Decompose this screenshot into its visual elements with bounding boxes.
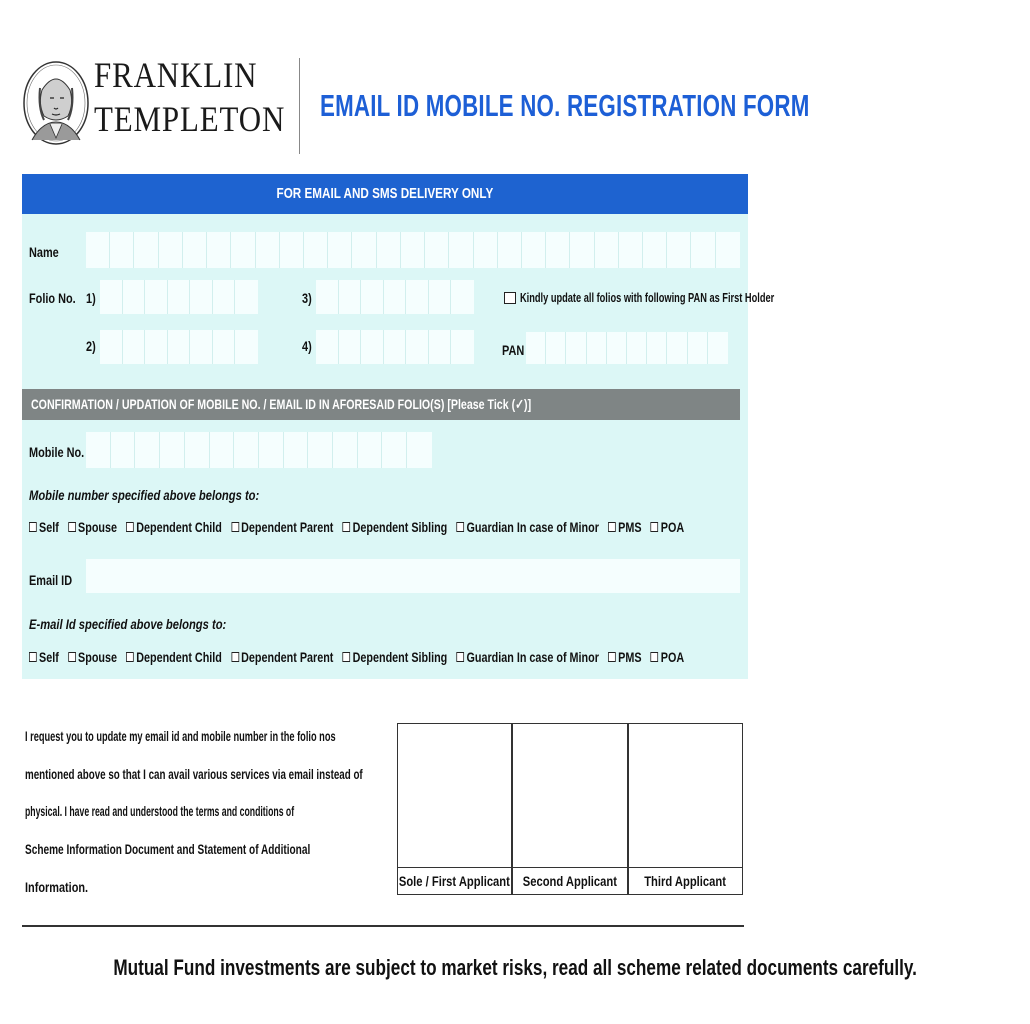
char-box[interactable] [256,232,280,268]
folio-3-label: 3) [302,290,312,306]
char-box[interactable] [358,432,383,468]
mobile-belongs-label: Mobile number specified above belongs to: [29,487,260,503]
pan-label: PAN [502,342,525,358]
char-box[interactable] [526,332,546,364]
char-box[interactable] [210,432,235,468]
char-box[interactable] [691,232,715,268]
char-box[interactable] [647,332,667,364]
char-box[interactable] [361,330,384,364]
char-box[interactable] [384,280,407,314]
char-box[interactable] [546,232,570,268]
char-box[interactable] [280,232,304,268]
email-relation-option-label: Dependent Parent [241,649,334,665]
checkbox-icon[interactable] [68,652,76,662]
risk-disclaimer: Mutual Fund investments are subject to market risks, read all scheme related documents carefully. [113,955,917,980]
folio-label: Folio No. [29,290,76,306]
char-box[interactable] [100,330,123,364]
char-box[interactable] [587,332,607,364]
mobile-input[interactable] [86,432,432,468]
char-box[interactable] [619,232,643,268]
char-box[interactable] [382,432,407,468]
checkbox-icon[interactable] [343,652,351,662]
char-box[interactable] [100,280,123,314]
mobile-relation-options [29,519,693,535]
char-box[interactable] [190,280,213,314]
mobile-relation-option[interactable] [343,519,448,535]
char-box[interactable] [627,332,647,364]
char-box[interactable] [688,332,708,364]
email-relation-option-label: Guardian In case of Minor [466,649,599,665]
char-box[interactable] [607,332,627,364]
email-relation-option[interactable] [126,649,222,665]
first-holder-note: Kindly update all folios with following PAN as First Holder [520,291,775,305]
char-box[interactable] [259,432,284,468]
email-input[interactable] [86,559,740,593]
char-box[interactable] [86,432,111,468]
email-relation-option[interactable] [608,649,641,665]
declaration-line: mentioned above so that I can avail various services via email instead of [25,766,363,782]
folio-4-input[interactable] [316,330,474,364]
mobile-relation-option[interactable] [651,519,684,535]
name-label: Name [29,244,59,260]
char-box[interactable] [159,232,183,268]
mobile-relation-option-label: Dependent Child [136,519,222,535]
char-box[interactable] [498,232,522,268]
char-box[interactable] [168,280,191,314]
char-box[interactable] [134,232,158,268]
mobile-relation-option-label: PMS [618,519,642,535]
email-relation-option[interactable] [651,649,684,665]
char-box[interactable] [377,232,401,268]
delivery-banner-text: FOR EMAIL AND SMS DELIVERY ONLY [276,185,494,202]
char-box[interactable] [123,280,146,314]
checkbox-icon[interactable] [457,652,465,662]
franklin-templeton-logo [22,55,286,151]
email-relation-option[interactable] [231,649,333,665]
char-box[interactable] [168,330,191,364]
char-box[interactable] [235,330,258,364]
email-relation-option-label: Spouse [78,649,117,665]
mobile-relation-option-label: Dependent Parent [241,519,334,535]
mobile-label: Mobile No. [29,444,85,460]
char-box[interactable] [384,330,407,364]
mobile-relation-option[interactable] [68,519,117,535]
email-relation-option[interactable] [68,649,117,665]
checkbox-icon[interactable] [651,652,659,662]
checkbox-icon[interactable] [608,522,616,532]
mobile-relation-option[interactable] [126,519,222,535]
mobile-relation-option[interactable] [608,519,641,535]
char-box[interactable] [234,432,259,468]
char-box[interactable] [123,330,146,364]
registration-panel [22,174,775,679]
checkbox-icon[interactable] [608,652,616,662]
char-box[interactable] [160,432,185,468]
char-box[interactable] [145,330,168,364]
checkbox-icon[interactable] [29,522,37,532]
checkbox-icon[interactable] [651,522,659,532]
char-box[interactable] [339,330,362,364]
char-box[interactable] [86,232,110,268]
mobile-relation-option[interactable] [231,519,333,535]
email-label: Email ID [29,572,73,588]
char-box[interactable] [328,232,352,268]
third-applicant-signature-box[interactable] [628,723,743,895]
name-input[interactable] [86,232,740,268]
brand-name-line1: FRANKLIN [94,55,258,95]
char-box[interactable] [451,330,474,364]
declaration-line: physical. I have read and understood the terms and conditions of [25,803,295,819]
char-box[interactable] [425,232,449,268]
email-relation-options [29,649,693,665]
char-box[interactable] [111,432,136,468]
checkbox-icon[interactable] [343,522,351,532]
signature-section [397,723,743,895]
char-box[interactable] [429,280,452,314]
char-box[interactable] [316,280,339,314]
mobile-relation-option[interactable] [457,519,599,535]
char-box[interactable] [449,232,473,268]
folio-2-label: 2) [86,338,96,354]
checkbox-icon[interactable] [29,652,37,662]
char-box[interactable] [235,280,258,314]
char-box[interactable] [213,330,236,364]
char-box[interactable] [451,280,474,314]
email-belongs-label: E-mail Id specified above belongs to: [29,616,227,632]
pan-input[interactable] [526,332,728,364]
declaration-line: I request you to update my email id and mobile number in the folio nos [25,728,336,744]
char-box[interactable] [190,330,213,364]
email-relation-option-label: PMS [618,649,642,665]
char-box[interactable] [308,432,333,468]
char-box[interactable] [716,232,740,268]
char-box[interactable] [304,232,328,268]
checkbox-icon[interactable] [68,522,76,532]
char-box[interactable] [231,232,255,268]
char-box[interactable] [352,232,376,268]
first-applicant-signature-box[interactable] [397,723,512,895]
char-box[interactable] [207,232,231,268]
char-box[interactable] [566,332,586,364]
char-box[interactable] [213,280,236,314]
char-box[interactable] [407,432,432,468]
benjamin-franklin-portrait-icon [22,60,90,146]
checkbox-icon[interactable] [231,652,239,662]
confirmation-banner [22,389,740,420]
folio-1-label: 1) [86,290,96,306]
checkbox-icon[interactable] [231,522,239,532]
first-holder-checkbox[interactable] [504,292,516,304]
char-box[interactable] [406,280,429,314]
char-box[interactable] [667,232,691,268]
char-box[interactable] [145,280,168,314]
char-box[interactable] [546,332,566,364]
email-relation-option[interactable] [29,649,59,665]
declaration-line: Scheme Information Document and Statement of Additional [25,841,311,857]
char-box[interactable] [185,432,210,468]
second-applicant-label: Second Applicant [522,873,618,889]
folio-1-input[interactable] [100,280,258,314]
char-box[interactable] [522,232,546,268]
email-relation-option-label: Self [39,649,59,665]
declaration-line: Information. [25,879,89,895]
header-divider [299,58,300,154]
email-relation-option[interactable] [457,649,599,665]
email-relation-option-label: POA [660,649,685,665]
char-box[interactable] [708,332,728,364]
delivery-banner [22,174,748,214]
char-box[interactable] [474,232,498,268]
folio-3-input[interactable] [316,280,474,314]
char-box[interactable] [643,232,667,268]
mobile-relation-option-label: POA [660,519,685,535]
brand-name-line2: TEMPLETON [94,99,286,139]
char-box[interactable] [135,432,160,468]
char-box[interactable] [361,280,384,314]
email-relation-option[interactable] [343,649,448,665]
char-box[interactable] [570,232,594,268]
folio-4-label: 4) [302,338,312,354]
char-box[interactable] [284,432,309,468]
char-box[interactable] [183,232,207,268]
char-box[interactable] [667,332,687,364]
char-box[interactable] [333,432,358,468]
mobile-relation-option-label: Dependent Sibling [352,519,448,535]
first-applicant-label: Sole / First Applicant [399,873,511,889]
second-applicant-signature-box[interactable] [512,723,628,895]
char-box[interactable] [595,232,619,268]
mobile-relation-option-label: Guardian In case of Minor [466,519,599,535]
form-title: EMAIL ID MOBILE NO. REGISTRATION FORM [320,88,810,123]
folio-2-input[interactable] [100,330,258,364]
checkbox-icon[interactable] [126,652,134,662]
checkbox-icon[interactable] [457,522,465,532]
char-box[interactable] [429,330,452,364]
third-applicant-label: Third Applicant [644,873,727,889]
checkbox-icon[interactable] [126,522,134,532]
mobile-relation-option[interactable] [29,519,59,535]
footer-divider [22,925,744,927]
char-box[interactable] [316,330,339,364]
mobile-relation-option-label: Spouse [78,519,117,535]
char-box[interactable] [110,232,134,268]
email-relation-option-label: Dependent Sibling [352,649,448,665]
email-relation-option-label: Dependent Child [136,649,222,665]
confirmation-banner-text: CONFIRMATION / UPDATION OF MOBILE NO. / EMAIL ID IN AFORESAID FOLIO(S) [Please Tick (✓)] [31,396,532,412]
mobile-relation-option-label: Self [39,519,59,535]
char-box[interactable] [401,232,425,268]
char-box[interactable] [406,330,429,364]
char-box[interactable] [339,280,362,314]
